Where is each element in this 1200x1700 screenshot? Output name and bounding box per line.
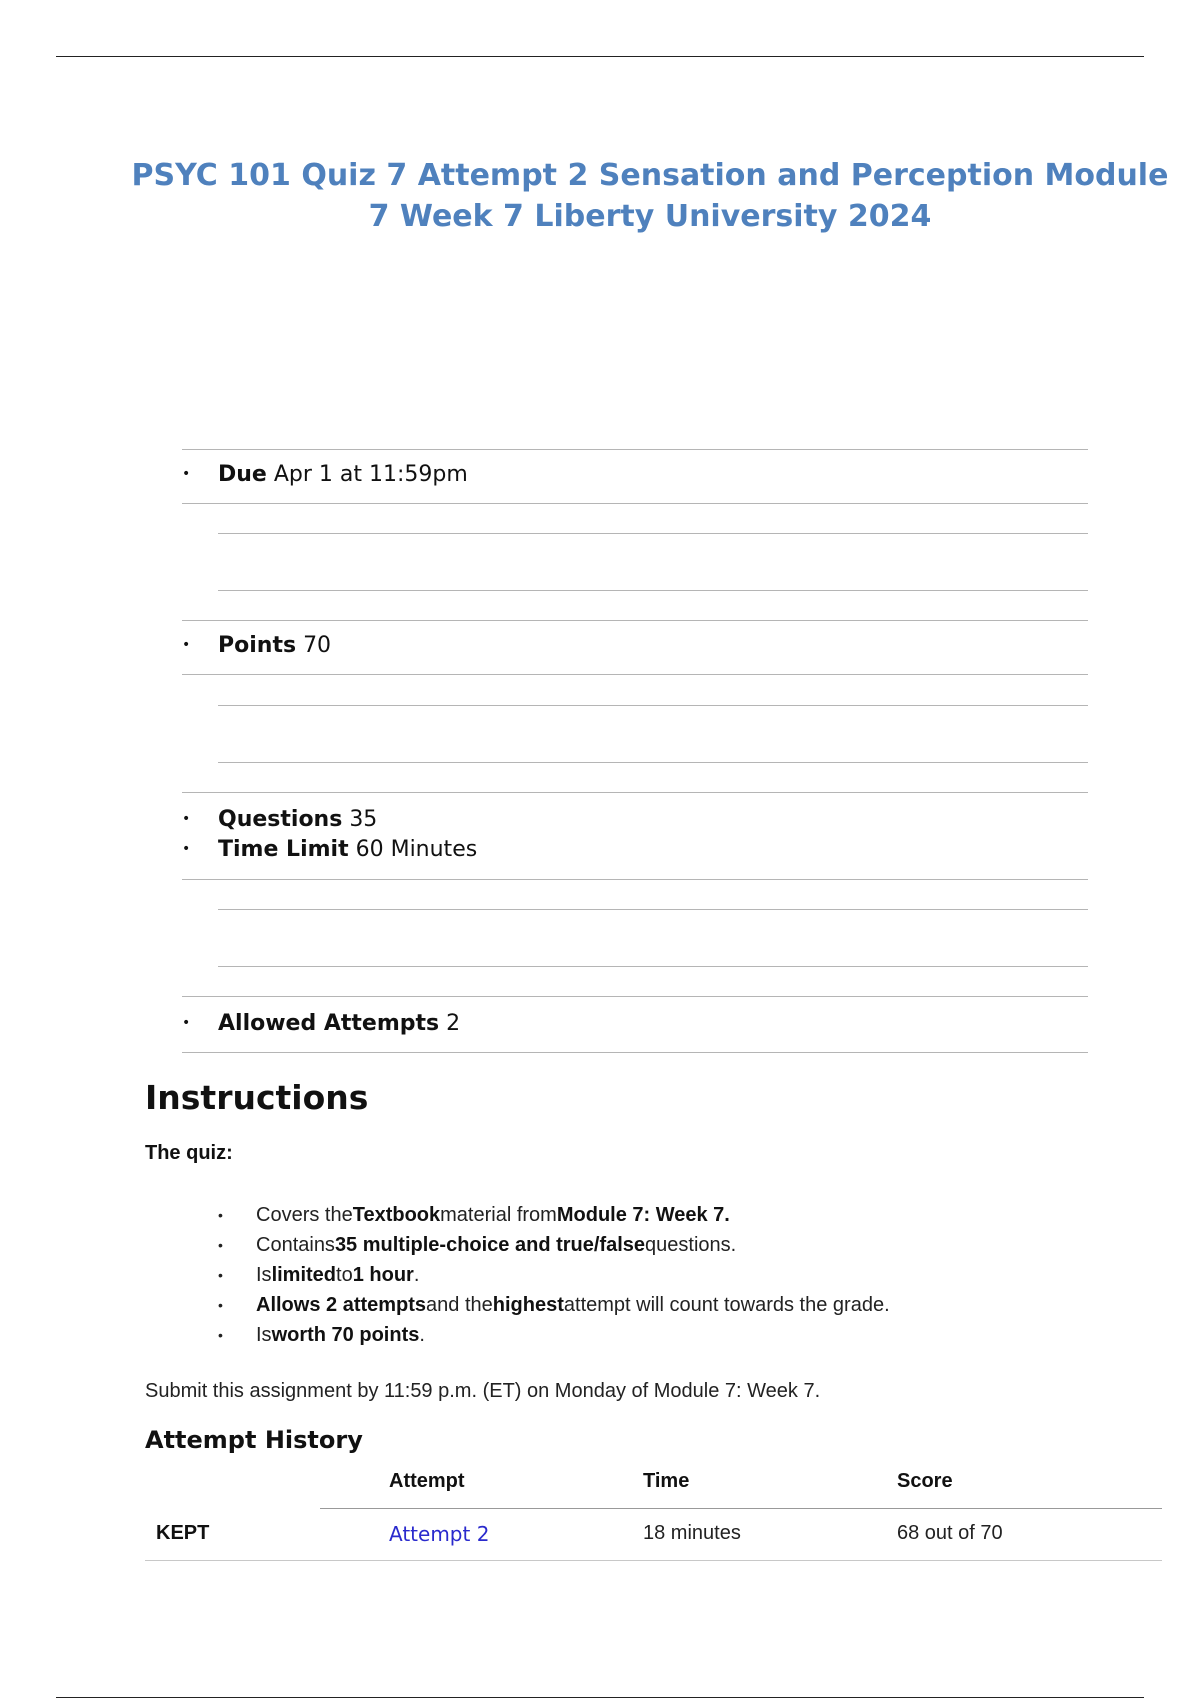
page-top-rule [56,56,1144,57]
divider [218,966,1088,967]
due-item [182,459,468,489]
time-limit-label: Time Limit [218,836,349,862]
bullet-icon: • [218,1207,223,1223]
bullet-icon: • [218,1327,223,1343]
divider [182,449,1088,450]
list-emphasis: Textbook [352,1204,441,1226]
instructions-list [218,1200,890,1350]
divider [218,909,1088,910]
attempt-score: 68 out of 70 [897,1522,1003,1544]
table-header-rule [320,1508,1162,1509]
page-bottom-rule [56,1697,1144,1698]
list-emphasis: highest [492,1294,564,1316]
list-emphasis: Allows 2 attempts [256,1294,427,1316]
list-text: Contains [256,1234,335,1256]
col-header-time: Time [643,1470,690,1492]
list-item [218,1230,890,1260]
instructions-intro: The quiz: [145,1142,233,1164]
table-row-rule [145,1560,1162,1561]
status-badge: KEPT [156,1522,210,1544]
list-item [218,1290,890,1320]
bullet-icon: • [182,811,191,827]
list-emphasis: 1 hour [352,1264,414,1286]
points-label: Points [218,632,297,658]
bullet-icon: • [218,1237,223,1253]
time-limit-item [182,834,477,864]
divider [182,503,1088,504]
page-title: PSYC 101 Quiz 7 Attempt 2 Sensation and Perception Module 7 Week 7 Liberty University 2024 [131,158,1169,234]
questions-item [182,804,377,834]
list-text: . [419,1324,425,1346]
submit-note: Submit this assignment by 11:59 p.m. (ET) on Monday of Module 7: Week 7. [145,1380,821,1402]
points-value: 70 [303,632,332,658]
list-text: Is [256,1264,272,1286]
list-item [218,1260,890,1290]
bullet-icon: • [182,466,191,482]
time-limit-value: 60 Minutes [355,836,478,862]
list-item [218,1320,890,1350]
attempts-value: 2 [446,1010,461,1036]
list-text: questions. [645,1234,737,1256]
divider [218,762,1088,763]
col-header-score: Score [897,1470,953,1492]
bullet-icon: • [182,637,191,653]
list-text: Covers the [256,1204,353,1226]
attempt-time: 18 minutes [643,1522,741,1544]
list-item [218,1200,890,1230]
questions-label: Questions [218,806,343,832]
list-text: material from [440,1204,557,1226]
list-text: Is [256,1324,272,1346]
bullet-icon: • [182,841,191,857]
bullet-icon: • [218,1267,223,1283]
due-label: Due [218,461,267,487]
divider [182,1052,1088,1053]
divider [182,620,1088,621]
divider [182,792,1088,793]
points-item [182,630,331,660]
list-emphasis: Module 7: Week 7. [556,1204,730,1226]
divider [182,879,1088,880]
list-text: attempt will count towards the grade. [563,1294,890,1316]
questions-value: 35 [349,806,378,832]
divider [218,590,1088,591]
attempt-link[interactable]: Attempt 2 [389,1522,490,1546]
list-emphasis: limited [271,1264,337,1286]
bullet-icon: • [182,1015,191,1031]
divider [218,705,1088,706]
list-text: and the [426,1294,493,1316]
bullet-icon: • [218,1297,223,1313]
attempts-item [182,1008,460,1038]
divider [218,533,1088,534]
list-text: to [336,1264,353,1286]
list-emphasis: 35 multiple-choice and true/false [334,1234,646,1256]
due-value: Apr 1 at 11:59pm [273,461,468,487]
list-emphasis: worth 70 points [271,1324,420,1346]
divider [182,674,1088,675]
attempts-label: Allowed Attempts [218,1010,440,1036]
col-header-attempt: Attempt [389,1470,465,1492]
attempt-history-heading: Attempt History [145,1426,363,1454]
divider [182,996,1088,997]
list-text: . [413,1264,420,1286]
instructions-heading: Instructions [145,1078,369,1117]
